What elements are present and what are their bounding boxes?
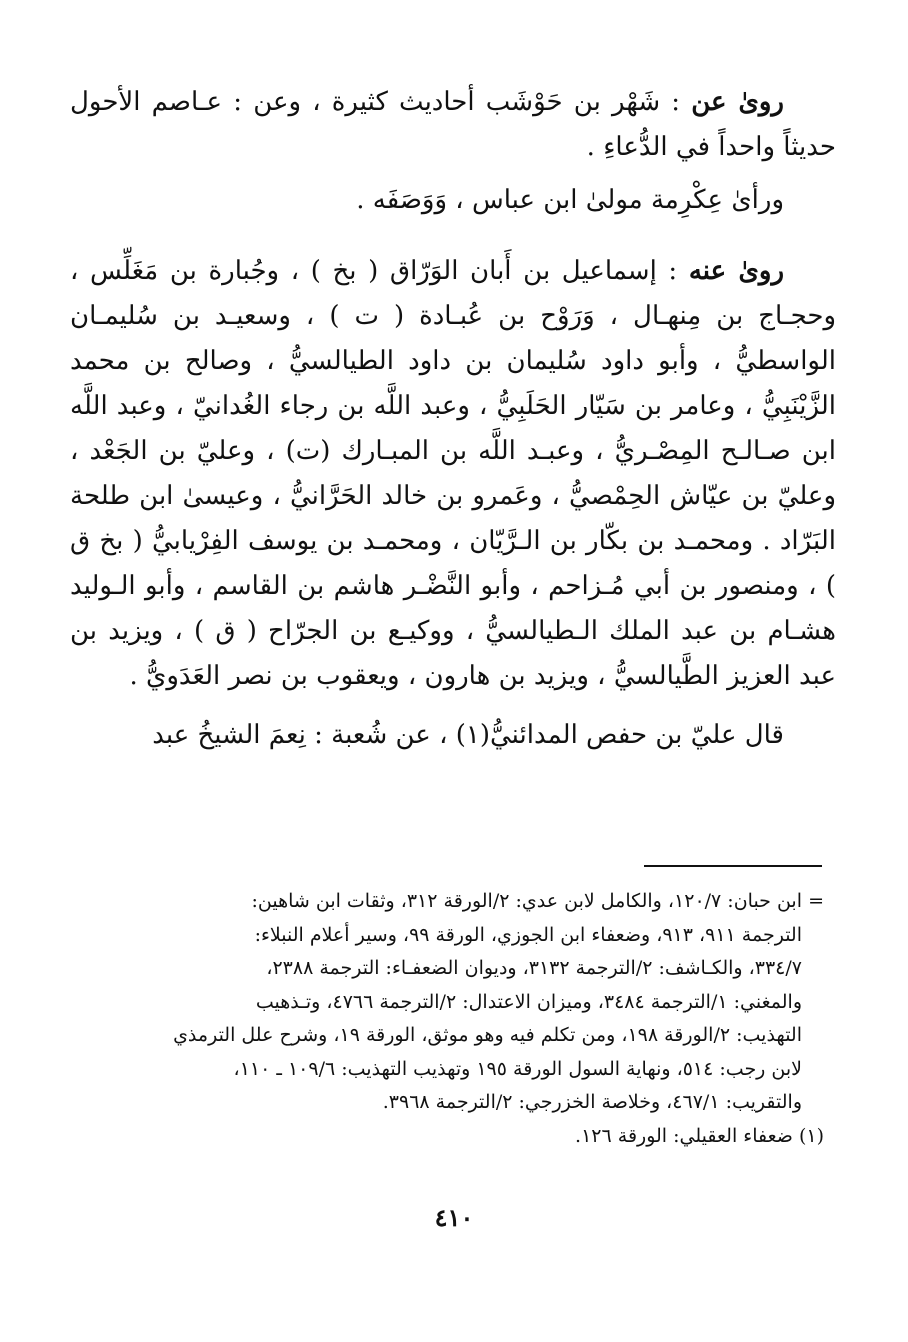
footnote-continuation: [74, 885, 824, 1120]
footnote-line: الترجمة ٩١١، ٩١٣، وضعفاء ابن الجوزي، الورقة ٩٩، وسير أعلام النبلاء:: [254, 923, 802, 946]
footnote-line: ابن حبان: ١٢٠/٧، والكامل لابن عدي: ٢/الورقة ٣١٢، وثقات ابن شاهين:: [251, 890, 802, 912]
paragraph-narrated-by: [70, 249, 836, 699]
footnotes: [74, 885, 824, 1153]
footnote-line: والمغني: ١/الترجمة ٣٤٨٤، وميزان الاعتدال: ٢/الترجمة ٤٧٦٦، وتـذهيب: [255, 990, 802, 1013]
footnote-divider: [644, 865, 822, 867]
paragraph-narrated-from: [70, 80, 836, 170]
paragraph-text: : شَهْر بن حَوْشَب أحاديث كثيرة ، وعن : عـاصم الأحول حديثاً واحداً في الدُّعاءِ .: [70, 87, 836, 162]
paragraph-text: ورأىٰ عِكْرِمة مولىٰ ابن عباس ، وَوَصَفَه .: [356, 185, 784, 215]
continuation-marker: =: [808, 890, 824, 912]
paragraph-label: روىٰ عنه: [688, 256, 784, 286]
page-number: ٤١٠: [434, 1203, 474, 1232]
footnote-line: لابن رجب: ٥١٤، ونهاية السول الورقة ١٩٥ وتهذيب التهذيب: ١٠٩/٦ ـ ١١٠،: [233, 1057, 802, 1080]
paragraph-label: روىٰ عن: [691, 87, 784, 117]
main-text: [70, 80, 836, 758]
paragraph-text: : إسماعيل بن أَبان الوَرّاق ( بخ ) ، وجُبارة بن مَغَلِّس ، وحجـاج بن مِنهـال ، وَرَوْح بن عُبـادة ( ت ) ، وسعيـد بن سُليمـان الواسطيُّ ، وأبو داود سُليمان بن داود الطيالسيُّ ، وصالح بن محمد الزَّيْنَبِيُّ ، وعامر بن سَيّار الحَلَبِيُّ ، وعبد اللَّه بن رجاء الغُدانيّ ، وعبد اللَّه ابن صـالـح المِصْـريُّ ، وعبـد اللَّه بن المبـارك (ت) ، وعليّ بن الجَعْد ، وعليّ بن عيّاش الحِمْصيُّ ، وعَمرو بن خالد الحَرَّانيُّ ، وعيسىٰ ابن طلحة البَرّاد . ومحمـد بن بكّار بن الـرَّيّان ، ومحمـد بن يوسف الفِرْيابيُّ ( بخ ق ) ، ومنصور بن أبي مُـزاحم ، وأبو النَّضْـر هاشم بن القاسم ، وأبو الـوليد هشـام بن عبد الملك الـطيالسيُّ ، ووكيـع بن الجرّاح ( ق ) ، ويزيد بن عبد العزيز الطَّيالسيُّ ، ويزيد بن هارون ، ويعقوب بن نصر العَدَويُّ .: [70, 256, 837, 691]
footnote-line: التهذيب: ٢/الورقة ١٩٨، ومن تكلم فيه وهو موثق، الورقة ١٩، وشرح علل الترمذي: [173, 1024, 802, 1046]
footnote-1: (١) ضعفاء العقيلي: الورقة ١٢٦.: [575, 1124, 824, 1147]
footnote-line: والتقريب: ٤٦٧/١، وخلاصة الخزرجي: ٢/الترجمة ٣٩٦٨.: [382, 1091, 802, 1113]
paragraph-text: قال عليّ بن حفص المدائنيُّ(١) ، عن شُعبة : نِعمَ الشيخُ عبد: [152, 720, 784, 750]
paragraph-said: [70, 713, 836, 758]
footnote-line: ٣٣٤/٧، والكـاشف: ٢/الترجمة ٣١٣٢، وديوان الضعفـاء: الترجمة ٢٣٨٨،: [266, 957, 802, 979]
paragraph-saw: [70, 178, 836, 223]
